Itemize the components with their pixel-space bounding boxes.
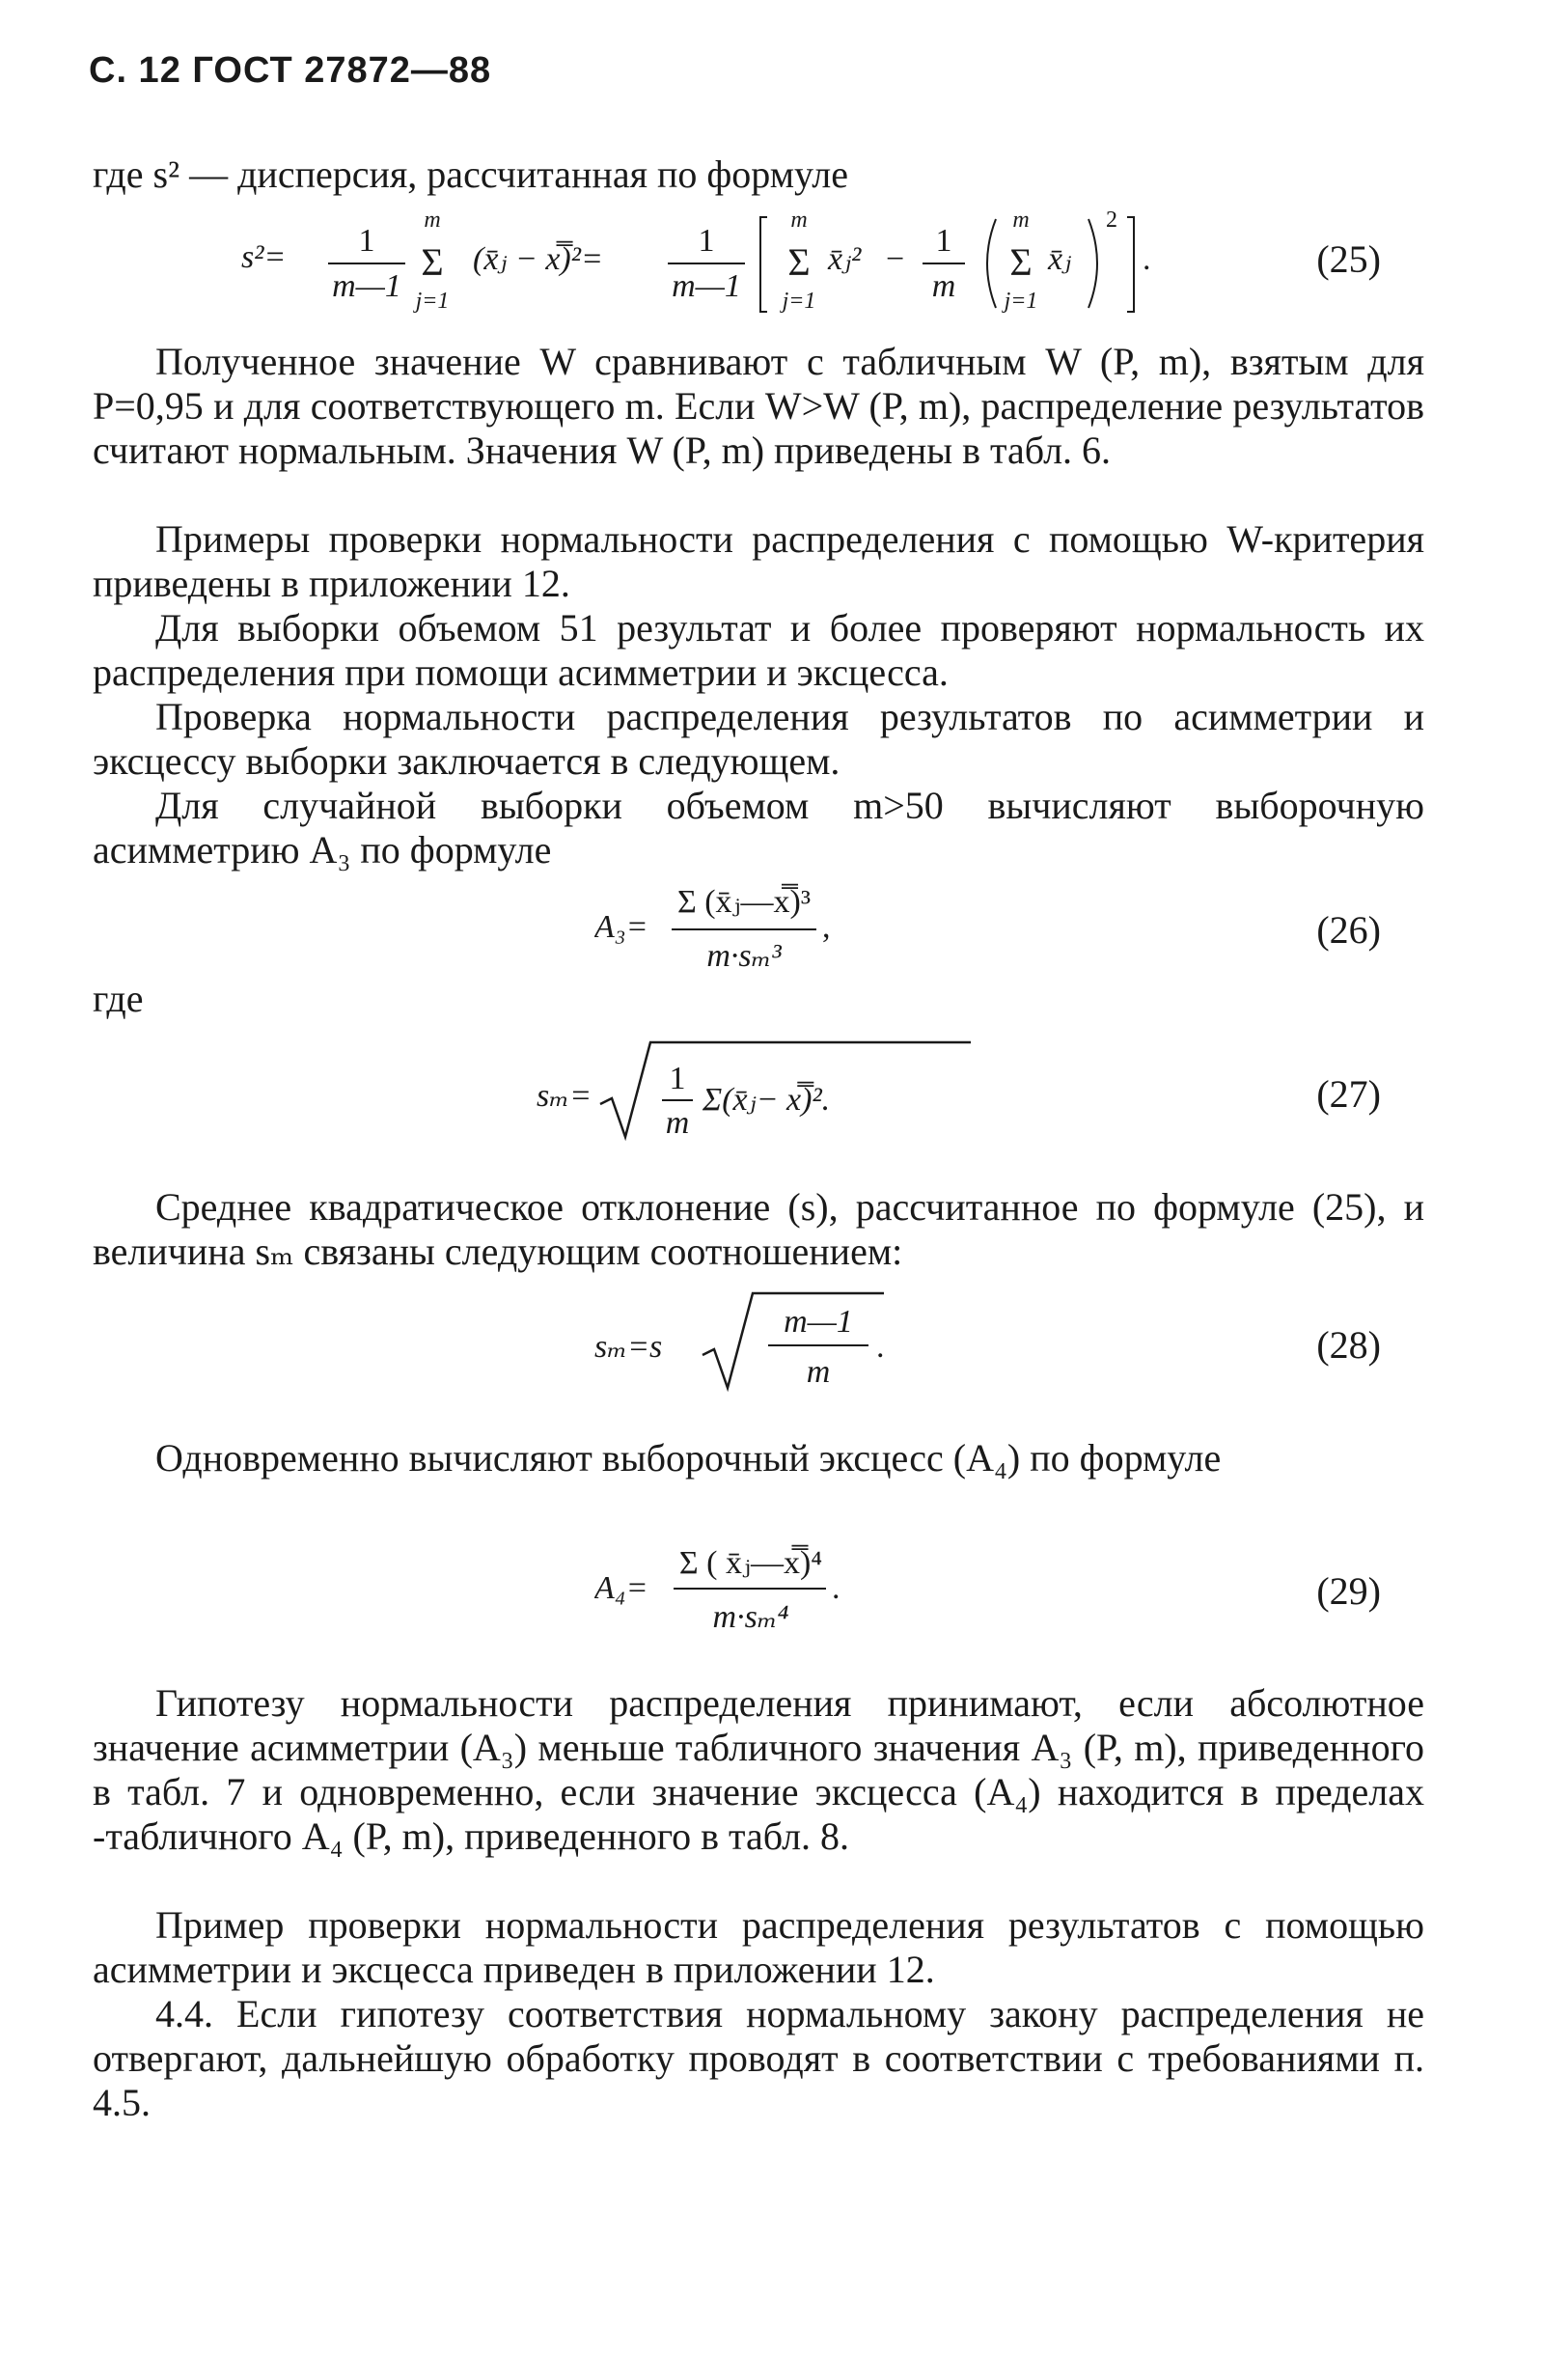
eq26-number: (26) — [1316, 908, 1381, 952]
eq25-bracket-right — [1127, 217, 1134, 312]
eq25-sum2-top: m — [790, 208, 808, 233]
eq25-sum1-top: m — [424, 208, 441, 233]
paragraph-1: Полученное значение W сравнивают с табличным W (P, m), взятым для P=0,95 и для соответствующего m. Если W>W (P, m), распределение результатов считают нормальным. Значения W (P, m) приведены в табл. 6. — [93, 340, 1424, 472]
eq26-comma: , — [822, 909, 831, 945]
eq25-number: (25) — [1316, 237, 1381, 281]
eq29-num: Σ ( x̄ⱼ—x̿)⁴ — [678, 1545, 823, 1581]
eq25-exp: 2 — [1106, 208, 1117, 233]
eq25-lhs: s²= — [241, 239, 287, 275]
eq25-minus: − — [886, 241, 905, 277]
paragraph-10: 4.4. Если гипотезу соответствия нормальному закону распределения не отвергают, дальнейшую обработку проводят в соответствии с требованиями п. 4.5. — [93, 1992, 1424, 2124]
formula-26 — [594, 873, 1000, 980]
paragraph-9: Пример проверки нормальности распределения результатов с помощью асимметрии и эксцесса приведен в приложении 12. — [93, 1903, 1424, 1991]
paragraph-6: Среднее квадратическое отклонение (s), рассчитанное по формуле (25), и величина sₘ связаны следующим соотношением: — [93, 1185, 1424, 1273]
paragraph-2: Примеры проверки нормальности распределения с помощью W-критерия приведены в приложении 12. — [93, 517, 1424, 605]
paragraph-3: Для выборки объемом 51 результат и более проверяют нормальность их распределения при помощи асимметрии и эксцесса. — [93, 606, 1424, 694]
eq28-f-num: m—1 — [784, 1304, 853, 1340]
eq25-dot: . — [1143, 241, 1151, 277]
formula-27 — [537, 1033, 1038, 1148]
eq27-body: Σ(x̄ⱼ− x̿)². — [703, 1082, 831, 1118]
eq25-f1-den: m—1 — [332, 268, 401, 304]
eq27-f-num: 1 — [669, 1061, 686, 1096]
eq25-paren-left — [987, 219, 996, 308]
eq29-number: (29) — [1316, 1569, 1381, 1613]
eq25-sum3-bot: j=1 — [1004, 289, 1038, 314]
eq25-sum1: Σ — [421, 240, 444, 284]
eq27-lhs: sₘ= — [537, 1078, 592, 1114]
eq25-sum3-top: m — [1012, 208, 1030, 233]
eq25-in-term: x̄ⱼ² — [828, 241, 862, 277]
paragraph-7: Одновременно вычисляют выборочный эксцесс (A₄) по формуле — [155, 1436, 1222, 1480]
eq25-f2-den: m—1 — [672, 268, 741, 304]
eq27-number: (27) — [1316, 1072, 1381, 1116]
eq25-f1-num: 1 — [358, 223, 375, 259]
eq25-sum3: Σ — [1009, 240, 1033, 284]
eq26-num: Σ (x̄ⱼ—x̿)³ — [676, 884, 812, 920]
eq25-sum2-bot: j=1 — [782, 289, 816, 314]
eq25-term1: (x̄ⱼ − x̿)²= — [473, 241, 603, 277]
eq29-lhs: A₄= — [594, 1570, 648, 1606]
eq28-lhs: sₘ=s — [594, 1329, 663, 1365]
eq27-f-den: m — [665, 1105, 690, 1141]
intro-line: где s² — дисперсия, рассчитанная по формуле — [93, 152, 848, 196]
eq28-dot: . — [876, 1329, 885, 1365]
eq25-in-term2: x̄ⱼ — [1048, 241, 1072, 277]
eq25-sum2: Σ — [787, 240, 811, 284]
eq25-sum1-bot: j=1 — [415, 289, 450, 314]
formula-25 — [241, 208, 1399, 323]
paragraph-8: Гипотезу нормальности распределения принимают, если абсолютное значение асимметрии (A₃) меньше табличного значения A₃ (P, m), приведенного в табл. 7 и одновременно, если значение эксцесса (A₄) находится в пределах -табличного A₄ (P, m), приведенного в табл. 8. — [93, 1681, 1424, 1858]
eq25-f2-num: 1 — [698, 223, 715, 259]
eq28-f-den: m — [806, 1354, 831, 1390]
paragraph-4: Проверка нормальности распределения результатов по асимметрии и эксцессу выборки заключается в следующем. — [93, 695, 1424, 783]
formula-29 — [594, 1535, 1000, 1641]
eq29-den: m·sₘ⁴ — [712, 1599, 789, 1635]
paragraph-5: Для случайной выборки объемом m>50 вычисляют выборочную асимметрию A₃ по формуле — [93, 784, 1424, 872]
eq26-lhs: A₃= — [594, 909, 648, 945]
eq26-den: m·sₘ³ — [706, 938, 782, 974]
eq29-dot: . — [832, 1570, 840, 1606]
where-label: где — [93, 977, 144, 1020]
eq25-paren-right — [1088, 219, 1097, 308]
formula-28 — [594, 1284, 942, 1399]
eq28-number: (28) — [1316, 1323, 1381, 1367]
eq25-f3-den: m — [931, 268, 956, 304]
eq25-bracket-left — [760, 217, 767, 312]
eq25-f3-num: 1 — [935, 223, 952, 259]
page-header: С. 12 ГОСТ 27872—88 — [89, 50, 492, 91]
